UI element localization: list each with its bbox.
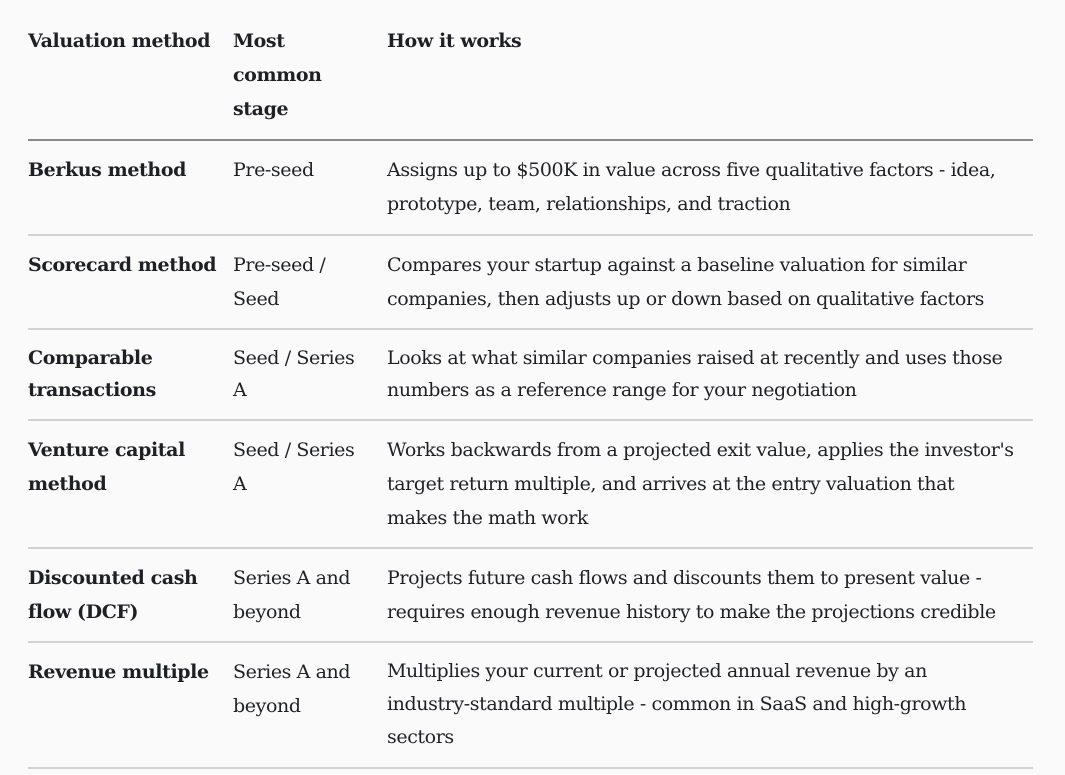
method-text: transactions (28, 379, 156, 401)
how-text: Projects future cash flows and discounts them to present value - (387, 567, 982, 589)
how-text: industry-standard multiple - common in SaaS and high-growth (387, 693, 967, 715)
stage-text: Series A and (233, 661, 351, 683)
stage-cell (233, 342, 387, 406)
table-header-row (28, 0, 1033, 141)
header-col1-text: Valuation method (28, 30, 211, 52)
table-row (28, 141, 1033, 236)
table-row (28, 330, 1033, 421)
how-text: Assigns up to $500K in value across five qualitative factors - idea, (387, 159, 996, 181)
method-cell (28, 433, 233, 501)
how-cell (387, 655, 1027, 754)
how-cell (387, 342, 1027, 406)
method-text: Venture capital (28, 439, 185, 461)
stage-cell (233, 248, 387, 316)
method-text: flow (DCF) (28, 601, 139, 623)
how-text: numbers as a reference range for your negotiation (387, 379, 857, 401)
stage-text: Series A and (233, 567, 351, 589)
method-cell (28, 655, 233, 689)
stage-text: A (233, 473, 247, 495)
method-text: method (28, 473, 107, 495)
how-cell (387, 561, 1027, 629)
header-valuation-method (28, 24, 233, 58)
how-cell (387, 433, 1027, 535)
stage-cell (233, 561, 387, 629)
stage-text: beyond (233, 601, 301, 623)
how-text: sectors (387, 726, 454, 748)
how-text: requires enough revenue history to make the projections credible (387, 601, 996, 623)
header-col2-line: stage (233, 98, 289, 120)
stage-text: Pre-seed (233, 159, 314, 181)
table-row (28, 549, 1033, 643)
how-text: Looks at what similar companies raised at recently and uses those (387, 347, 1003, 369)
stage-text: A (233, 379, 247, 401)
how-cell (387, 153, 1027, 221)
method-cell (28, 153, 233, 187)
method-text: Discounted cash (28, 567, 198, 589)
how-text: makes the math work (387, 507, 589, 529)
stage-text: Seed / Series (233, 439, 355, 461)
how-cell (387, 248, 1027, 316)
stage-text: Seed / Series (233, 347, 355, 369)
table-row (28, 421, 1033, 549)
how-text: Compares your startup against a baseline valuation for similar (387, 254, 967, 276)
header-col2-line: common (233, 64, 322, 86)
method-cell (28, 561, 233, 629)
method-cell (28, 342, 233, 406)
stage-cell (233, 655, 387, 723)
method-text: Comparable (28, 347, 153, 369)
stage-cell (233, 153, 387, 187)
header-how-it-works (387, 24, 1027, 58)
stage-text: Seed (233, 288, 280, 310)
method-text: Revenue multiple (28, 661, 209, 683)
valuation-methods-table (28, 0, 1033, 769)
header-col3-text: How it works (387, 30, 522, 52)
how-text: Multiplies your current or projected annual revenue by an (387, 660, 927, 682)
header-most-common-stage (233, 24, 387, 126)
how-text: companies, then adjusts up or down based on qualitative factors (387, 288, 984, 310)
method-text: Scorecard method (28, 254, 217, 276)
header-col2-line: Most (233, 30, 285, 52)
method-cell (28, 248, 233, 282)
how-text: target return multiple, and arrives at the entry valuation that (387, 473, 955, 495)
table-row (28, 236, 1033, 330)
stage-text: Pre-seed / (233, 254, 326, 276)
how-text: Works backwards from a projected exit value, applies the investor's (387, 439, 1014, 461)
method-text: Berkus method (28, 159, 186, 181)
stage-text: beyond (233, 695, 301, 717)
how-text: prototype, team, relationships, and traction (387, 193, 791, 215)
stage-cell (233, 433, 387, 501)
table-row (28, 643, 1033, 769)
